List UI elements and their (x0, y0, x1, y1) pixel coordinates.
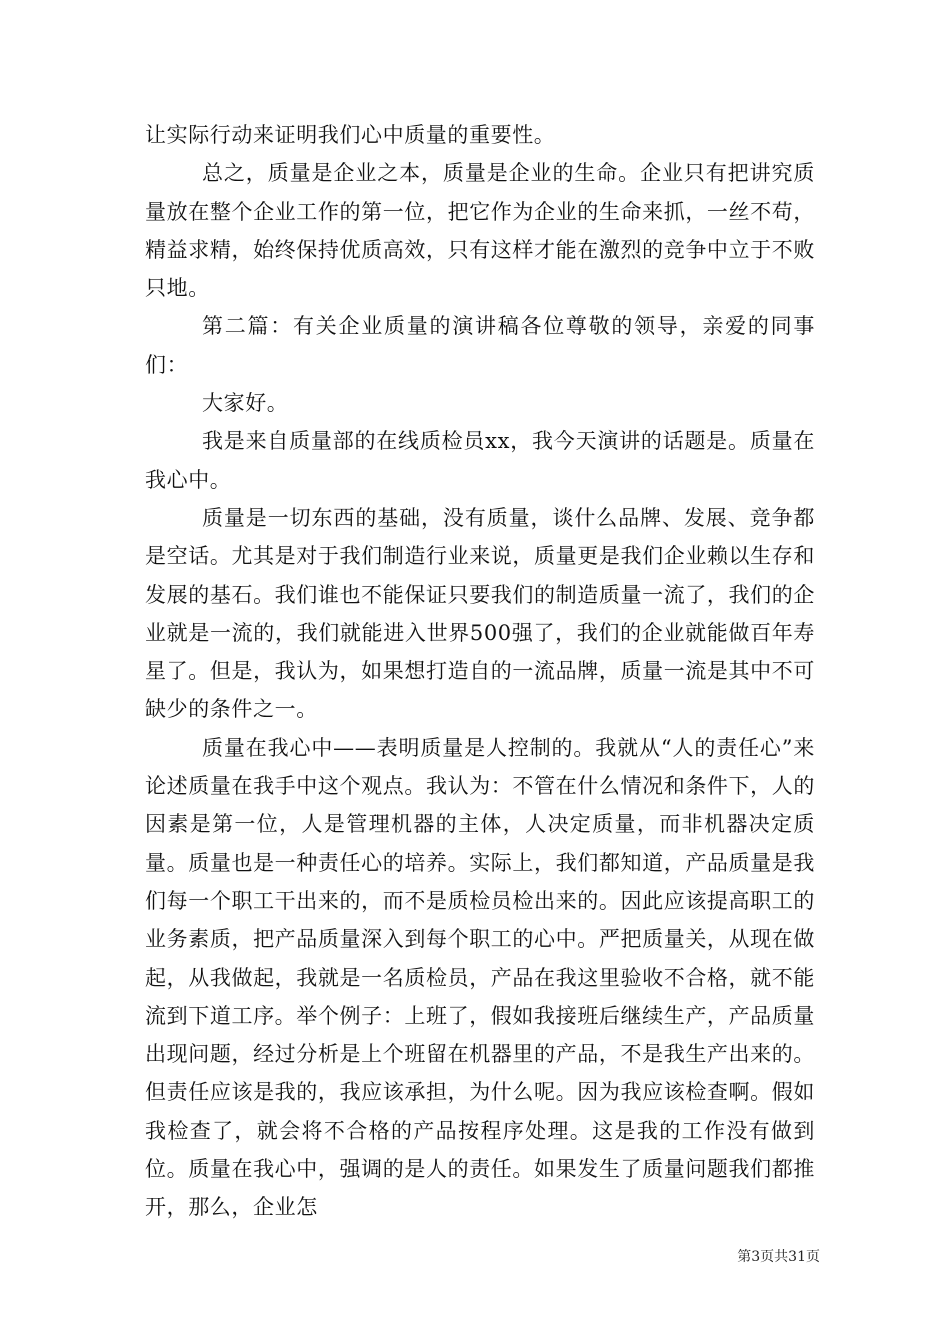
paragraph-continuation: 让实际行动来证明我们心中质量的重要性。 (145, 123, 556, 147)
paragraph-second-speech-title: 第二篇：有关企业质量的演讲稿各位尊敬的领导，亲爱的同事们： (145, 314, 815, 377)
paragraph-self-introduction: 我是来自质量部的在线质检员xx，我今天演讲的话题是。质量在我心中。 (145, 429, 815, 492)
paragraph-conclusion: 总之，质量是企业之本，质量是企业的生命。企业只有把讲究质量放在整个企业工作的第一位，把它作为企业的生命来抓，一丝不苟，精益求精，始终保持优质高效，只有这样才能在激烈的竞争中立于不败只地。 (145, 161, 815, 301)
document-body (145, 116, 815, 1227)
paragraph-human-responsibility: 质量在我心中——表明质量是人控制的。我就从“人的责任心”来论述质量在我手中这个观点。我认为：不管在什么情况和条件下，人的因素是第一位，人是管理机器的主体，人决定质量，而非机器决定质量。质量也是一种责任心的培养。实际上，我们都知道，产品质量是我们每一个职工干出来的，而不是质检员检出来的。因此应该提高职工的业务素质，把产品质量深入到每个职工的心中。严把质量关，从现在做起，从我做起，我就是一名质检员，产品在我这里验收不合格，就不能流到下道工序。举个例子：上班了，假如我接班后继续生产，产品质量出现问题，经过分析是上个班留在机器里的产品，不是我生产出来的。但责任应该是我的，我应该承担，为什么呢。因为我应该检查啊。假如我检查了，就会将不合格的产品按程序处理。这是我的工作没有做到位。质量在我心中，强调的是人的责任。如果发生了质量问题我们都推开，那么，企业怎 (145, 735, 815, 1220)
paragraph-greeting: 大家好。 (202, 391, 289, 416)
page-number-footer: 第3页共31页 (737, 1249, 820, 1265)
paragraph-quality-foundation: 质量是一切东西的基础，没有质量，谈什么品牌、发展、竞争都是空话。尤其是对于我们制造行业来说，质量更是我们企业赖以生存和发展的基石。我们谁也不能保证只要我们的制造质量一流了，我们的企业就是一流的，我们就能进入世界500强了，我们的企业就能做百年寿星了。但是，我认为，如果想打造自的一流品牌，质量一流是其中不可缺少的条件之一。 (145, 505, 815, 722)
